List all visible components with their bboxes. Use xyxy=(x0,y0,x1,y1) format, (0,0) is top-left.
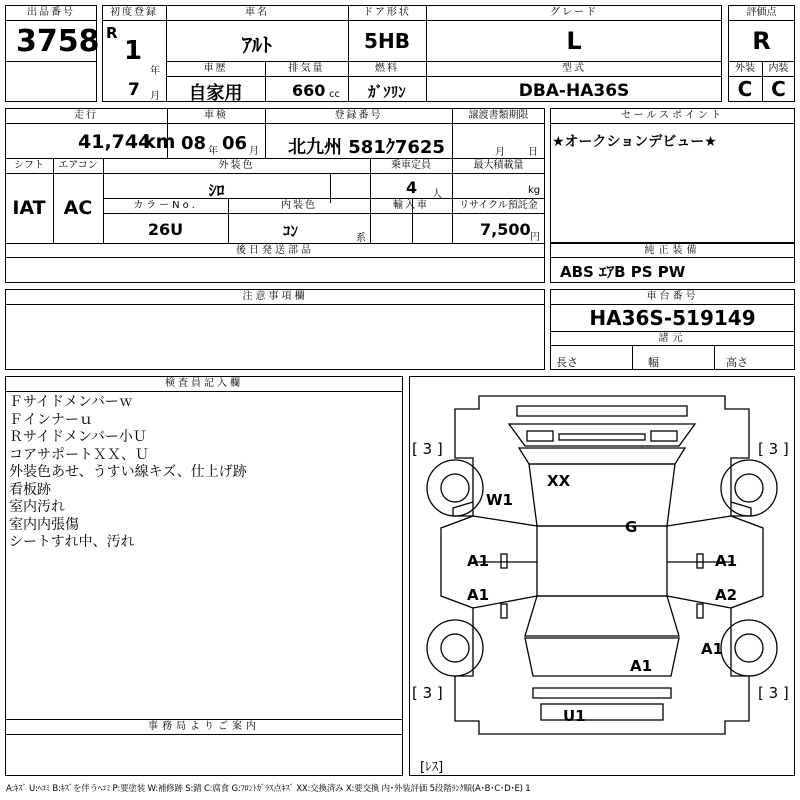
inspector-line: Ｒサイドメンバー小Ｕ xyxy=(9,429,147,445)
spec-length-label: 長さ xyxy=(556,356,578,369)
damage-mark-w1: W1 xyxy=(486,491,513,509)
damage-mark-g: G xyxy=(625,518,638,536)
specs-header: 諸元 xyxy=(658,333,687,344)
color-no-header: カラーNo. xyxy=(133,200,198,211)
inspection-header: 車検 xyxy=(204,110,228,121)
inspector-line: シートすれ中、汚れ xyxy=(9,534,135,550)
recycle-fee: 7,500 xyxy=(480,220,531,239)
inspection-month-unit: 月 xyxy=(249,146,259,157)
interior-grade: C xyxy=(771,77,786,101)
capacity: 4 xyxy=(406,178,418,197)
exterior-grade: C xyxy=(737,77,753,101)
plate-header: 登録番号 xyxy=(334,110,383,121)
month-unit: 月 xyxy=(150,91,160,102)
reg-year: 1 xyxy=(124,36,143,66)
capacity-header: 乗車定員 xyxy=(391,160,431,171)
spec-width-label: 幅 xyxy=(648,356,659,369)
interior-color-header: 内装色 xyxy=(281,200,317,211)
ac-header: エアコン xyxy=(58,160,98,171)
sales-point-text: ★オークションデビュー★ xyxy=(552,134,717,150)
color-header: 外装色 xyxy=(218,160,255,171)
history-header: 車歴 xyxy=(203,63,228,74)
inspection-month: 06 xyxy=(222,133,248,154)
ac: AC xyxy=(63,197,93,219)
tire-depth-front-left: [ 3 ] xyxy=(412,440,443,458)
tire-depth-rear-right: [ 3 ] xyxy=(758,684,789,702)
interior-color: ｺﾝ xyxy=(282,222,298,240)
exterior-header: 外装 xyxy=(735,63,755,74)
cc-unit: cc xyxy=(329,89,340,100)
damage-mark-a1-hatch: A1 xyxy=(630,657,653,675)
capacity-unit: 人 xyxy=(432,189,442,200)
overall-score: R xyxy=(752,27,771,55)
model-name: ｱﾙﾄ xyxy=(242,33,272,57)
chassis-header: 車台番号 xyxy=(646,291,699,302)
door-header: ドア形状 xyxy=(363,7,411,18)
year-unit: 年 xyxy=(150,66,160,77)
mileage: 41,744 xyxy=(78,131,152,153)
shift: IAT xyxy=(12,197,46,219)
damage-mark-u1-rear-bumper: U1 xyxy=(563,707,586,725)
fuel-header: 燃料 xyxy=(375,63,399,74)
load-header: 最大積載量 xyxy=(473,160,524,171)
km-unit: km xyxy=(143,131,176,153)
notes-header: 注意事項欄 xyxy=(242,291,308,302)
damage-mark-a1-rear-quarter: A1 xyxy=(701,640,724,658)
grade-header: グレード xyxy=(550,7,598,18)
type-code: DBA-HA36S xyxy=(518,81,630,101)
inspector-notes xyxy=(9,394,247,552)
load-unit: kg xyxy=(528,185,541,196)
displacement: 660 xyxy=(292,81,326,100)
transfer-day-unit: 日 xyxy=(528,147,538,158)
inspector-line: 看板跡 xyxy=(9,481,51,498)
model-name-header: 車名 xyxy=(245,7,269,18)
inspector-line: Ｆサイドメンバーｗ xyxy=(9,394,133,410)
damage-mark-a1-front-left-door: A1 xyxy=(467,552,490,570)
damage-mark-a2-rear-right-door: A2 xyxy=(715,586,738,604)
inspector-line: Ｆインナーｕ xyxy=(9,411,93,428)
shift-header: シフト xyxy=(14,160,44,171)
inspector-line: 外装色あせ、うすい線キズ、仕上げ跡 xyxy=(9,464,247,480)
inspector-line: コアサポートＸＸ、Ｕ xyxy=(9,446,149,463)
score-header: 評価点 xyxy=(746,7,777,18)
spare-tire-note: [ﾚｽ] xyxy=(420,760,444,775)
mileage-header: 走行 xyxy=(74,110,98,121)
equipment-text: ABS ｴｱB PS PW xyxy=(560,263,686,281)
displacement-header: 排気量 xyxy=(288,63,325,74)
inspector-header: 検査員記入欄 xyxy=(165,378,243,389)
office-header: 事務局よりご案内 xyxy=(148,721,260,732)
grade: L xyxy=(566,27,582,55)
spec-height-label: 高さ xyxy=(726,356,748,369)
lot-number: 3758 xyxy=(16,24,100,59)
interior-color-suffix: 系 xyxy=(356,233,366,244)
sales-point-header: セールスポイント xyxy=(620,110,725,121)
tire-depth-front-right: [ 3 ] xyxy=(758,440,789,458)
tire-depth-rear-left: [ 3 ] xyxy=(412,684,443,702)
damage-mark-a1-rear-left-door: A1 xyxy=(467,586,490,604)
history: 自家用 xyxy=(188,83,243,104)
era: R xyxy=(106,24,118,42)
car-diagram xyxy=(409,376,795,776)
inspector-line: 室内内張傷 xyxy=(9,516,79,533)
inspection-year-unit: 年 xyxy=(208,146,218,157)
transfer-month-unit: 月 xyxy=(495,147,505,158)
fuel: ｶﾞｿﾘﾝ xyxy=(368,83,406,101)
transfer-header: 譲渡書類期限 xyxy=(468,110,529,121)
interior-header: 内装 xyxy=(768,63,789,74)
damage-mark-a1-front-right-door: A1 xyxy=(715,552,738,570)
plate-number: 北九州 581ｸ7625 xyxy=(288,137,445,158)
type-header: 型式 xyxy=(562,63,586,74)
first-reg-header: 初度登録 xyxy=(110,7,158,18)
sales-point-box xyxy=(550,108,795,243)
exterior-color: ｼﾛ xyxy=(208,181,225,200)
reg-month: 7 xyxy=(128,80,140,100)
legend: A:ｷｽﾞ U:ﾍｺﾐ B:ｷｽﾞを伴うﾍｺﾐ P:要塗装 W:補修跡 S:錆 C:腐食 G:ﾌﾛﾝﾄｶﾞﾗｽ点ｷｽﾞ XX:交換済み X:要交換 内･外装評価 5段階ﾗﾝｸ順(A･B･C･D･E) 1 xyxy=(6,784,531,794)
lot-header: 出品番号 xyxy=(27,7,75,18)
recycle-unit: 円 xyxy=(530,232,540,243)
later-parts-header: 後日発送部品 xyxy=(236,245,314,256)
door-type: 5HB xyxy=(364,29,410,53)
inspection-year: 08 xyxy=(181,133,207,154)
recycle-header: リサイクル預託金 xyxy=(459,200,538,211)
inspector-line: 室内汚れ xyxy=(9,499,65,515)
color-number: 26U xyxy=(147,220,184,239)
damage-mark-xx: XX xyxy=(547,472,571,490)
equipment-header: 純正装備 xyxy=(644,245,701,256)
chassis-number: HA36S-519149 xyxy=(589,306,756,330)
import-header: 輸入車 xyxy=(393,200,429,211)
